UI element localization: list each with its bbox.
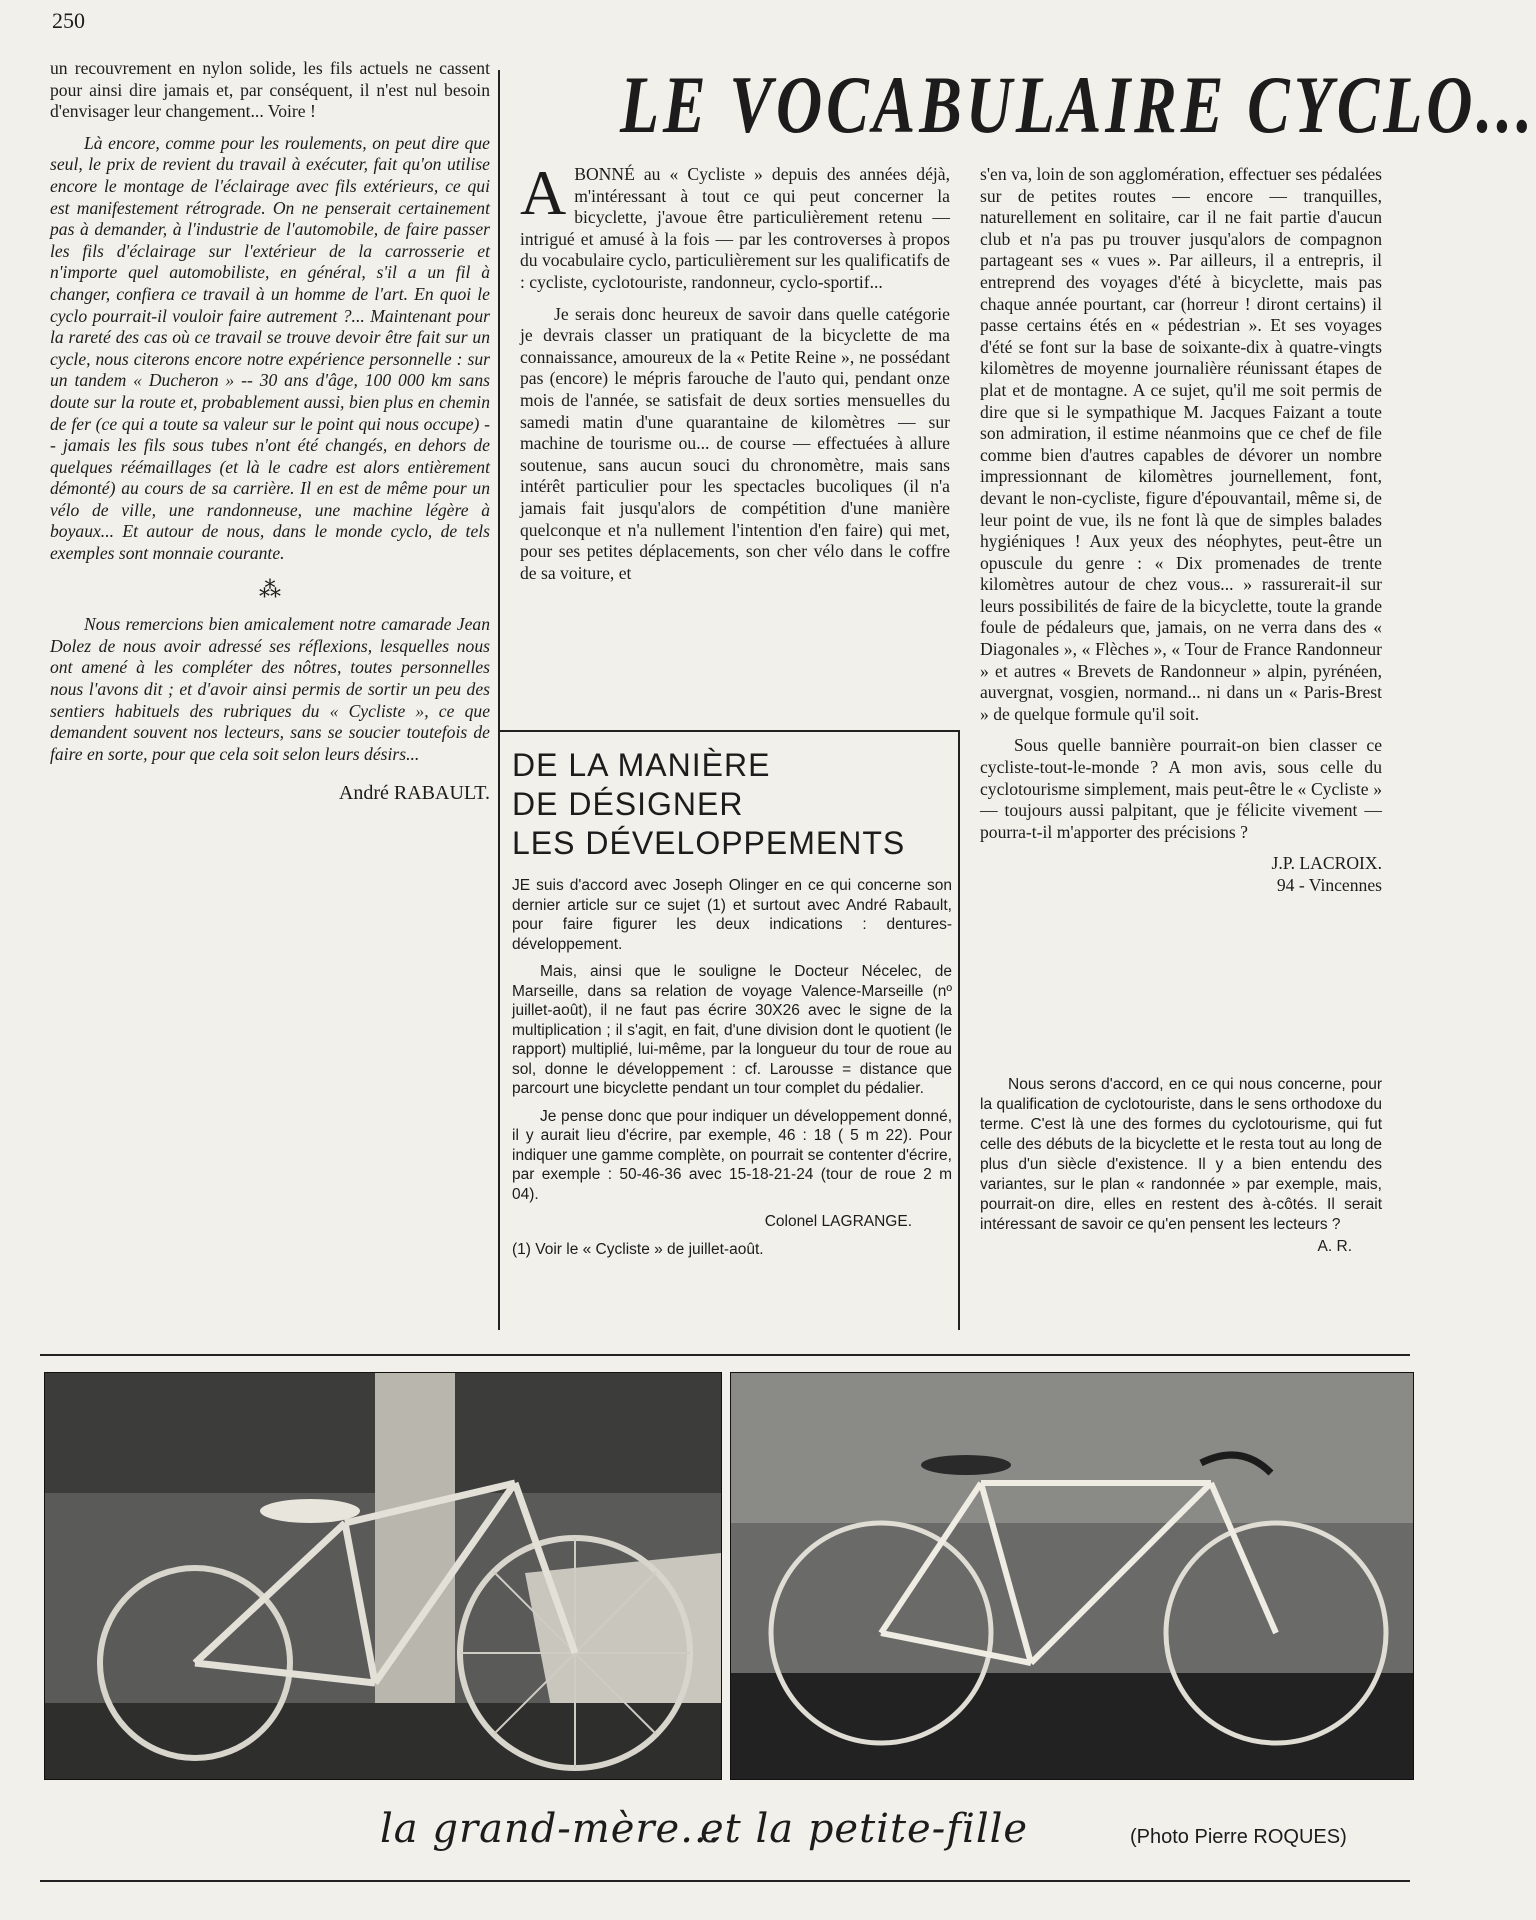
box-top-rule (498, 730, 960, 732)
old-bicycle-image (45, 1373, 721, 1779)
modern-bicycle-image (731, 1373, 1413, 1779)
photo-top-rule (40, 1354, 1410, 1356)
caption-right: et la petite-fille (700, 1806, 1029, 1852)
drop-cap: A (520, 157, 567, 228)
article-paragraph: Sous quelle bannière pourrait-on bien classer ce cycliste-tout-le-monde ? A mon avis, sous celle du cyclotourisme simplement, mais peut-être le « Cycliste » — toujours aussi palpitant, que je félicite vivement — pourra-t-il m'apporter des précisions ? (980, 735, 1382, 842)
photo-modern-bicycle (730, 1372, 1414, 1780)
box-paragraph: Je pense donc que pour indiquer un développement donné, il y aurait lieu d'écrire, par exemple, 46 : 18 ( 5 m 22). Pour indiquer une gamme complète, on pourrait se contenter d'écrire, par exemple : 50-46-36 avec 15-18-21-24 (tour de roue 2 m 04). (512, 1107, 952, 1203)
section-separator: ⁂ (259, 576, 281, 602)
article-signature-place: 94 - Vincennes (1276, 875, 1382, 895)
article-middle-column (520, 157, 950, 594)
bottom-rule (40, 1880, 1410, 1882)
box-body (512, 876, 952, 1259)
box-footnote: (1) Voir le « Cycliste » de juillet-août. (512, 1240, 764, 1258)
caption-left: la grand-mère... (380, 1806, 722, 1852)
box-paragraph: JE suis d'accord avec Joseph Olinger en ce qui concerne son dernier article sur ce sujet (1) et surtout avec André Rabault, pour faire figurer les deux indications : dentures-développement. (512, 877, 952, 953)
left-paragraph: Là encore, comme pour les roulements, on peut dire que seul, le prix de revient du travail à exécuter, fait qu'on utilise encore le montage de l'éclairage avec fils extérieurs, ce qui est manifestement rétrograde. On ne penserait certainement pas à demander, à l'industrie de l'automobile, de faire passer les fils d'éclairage sur l'extérieur de la carrosserie et n'importe quel automobiliste, en général, s'il a un fil à changer, confiera ce travail à un homme de l'art. En quoi le cyclo pourrait-il vouloir faire autrement ?... Maintenant pour la rareté des cas où ce travail se trouve devoir être fait sur un cycle, nous citerons encore notre expérience personnelle : sur un tandem « Ducheron » -- 30 ans d'âge, 100 000 km sans doute sur la route et, probablement aussi, bien plus en chemin de fer (ce qui a toute sa valeur sur le point qui nous occupe) -- jamais les fils sous tubes n'ont été changés, en dehors de quelques réémaillages (et là le cadre est alors entièrement démonté) au cours de sa carrière. Il en est de même pour un vélo de ville, une randonneuse, une machine légère à boyaux... Et autour de nous, dans le monde cyclo, de tels exemples sont monnaie courante. (50, 132, 490, 564)
reply-signature: A. R. (1317, 1238, 1352, 1255)
photo-old-bicycle (44, 1372, 722, 1780)
article-right-column (980, 164, 1382, 897)
box-heading: DE LA MANIÈRE DE DÉSIGNER LES DÉVELOPPEMENTS (512, 747, 906, 861)
box-paragraph: Mais, ainsi que le souligne le Docteur Nécelec, de Marseille, dans sa relation de voyage Valence-Marseille (nº juillet-août), il ne faut pas écrire 30X26 avec le signe de la multiplication ; il s'agit, en fait, d'une division dont le quotient (le rapport) multiplié, lui-même, par la longueur du tour de roue au sol, donne le développement : cf. Larousse = distance que parcourt une bicyclette pendant un tour complet du pédalier. (512, 963, 952, 1097)
article-paragraph: ABONNÉ au « Cycliste » depuis des années déjà, m'intéressant à tout ce qui peut concerner la bicyclette, j'avoue être particulièrement retenu — intrigué et amusé à la fois — par les controverses à propos du vocabulaire cyclo, particulièrement sur les qualificatifs de : cycliste, cyclotouriste, randonneur, cyclo-sportif... (520, 157, 950, 292)
article-signature: J.P. LACROIX. (1271, 853, 1382, 874)
article-title: LE VOCABULAIRE CYCLO... (620, 59, 1536, 150)
article-paragraph: Je serais donc heureux de savoir dans quelle catégorie je devrais classer un pratiquant de la bicyclette de ma connaissance, amoureux de la « Petite Reine », ne possédant pas (encore) le mépris farouche de l'auto qui, pendant onze mois de l'année, se satisfait de deux sorties mensuelles du samedi matin d'une quarantaine de kilomètres — sur machine de tourisme ou... de course — effectuées à allure soutenue, sans aucun souci du chronomètre, mais sans intérêt particulier pour les spectacles bucoliques (il n'a jamais fait jusqu'alors de compétition d'une manière quelconque et n'a nullement l'intention d'en faire) qui met, pour ses petites déplacements, son cher vélo dans le coffre de sa voiture, et (520, 303, 950, 583)
article-paragraph: s'en va, loin de son agglomération, effectuer ses pédalées sur de petites routes — encore — tranquilles, naturellement en solitaire, car il ne fait partie d'aucun club et n'a pas pu trouver jusqu'alors de compagnon partageant ses « vues ». Par ailleurs, il a entrepris, il entreprend des voyages d'été à bicyclette, mais pas chaque année pourtant, car (horreur ! diront certains) il passe certains étés en « pédestrian ». Et ses voyages d'été se font sur la base de soixante-dix à quatre-vingts kilomètres de moyenne journalière réunissant étapes de plat et de montagne. A ce sujet, qu'il me soit permis de dire que si le sympathique M. Jacques Faizant a toute son admiration, il estime néanmoins que ce chef de file comme bien d'autres capables de dévorer un nombre impressionnant de kilomètres journellement, font, devant le non-cycliste, figure d'épouvantail, même si, de leur point de vue, ils ne font là que de simples balades hygiéniques ! Aux yeux des néophytes, peut-être un opuscule du genre : « Dix promenades de trente kilomètres autour de chez vous... » rassurerait-il sur leurs possibilités de faire de la bicyclette, toute la grande foule de pédaleurs que, jamais, on ne verra dans des « Diagonales », « Flèches », « Tour de France Randonneur » et autres « Brevets de Randonneur » alpin, pyrénéen, auvergnat, vosgien, normand... ni dans un « Paris-Brest » de quelque formule qu'il soit. (980, 164, 1382, 724)
box-right-rule (958, 730, 960, 1330)
editor-reply: Nous serons d'accord, en ce qui nous concerne, pour la qualification de cyclotouriste, dans le sens orthodoxe du terme. C'est là une des formes du cyclotourisme, qui fut celle des débuts de la bicyclette et le resta tout au long de plus d'un siècle d'existence. Il y a bien entendu des variantes, sur le plan « randonnée » par exemple, mais, pourrait-on dire, elles en restent des à-côtés. Il serait intéressant de savoir ce qu'en pensent les lecteurs ? A. R. (980, 1076, 1382, 1255)
left-paragraph: un recouvrement en nylon solide, les fils actuels ne cassent pour ainsi dire jamais et, par conséquent, il n'est nul besoin d'envisager leur changement... Voire ! (50, 58, 490, 122)
column-rule (498, 70, 500, 1330)
box-signature: Colonel LAGRANGE. (764, 1213, 912, 1230)
left-signature: André RABAULT. (338, 782, 490, 805)
left-paragraph: Nous remercions bien amicalement notre camarade Jean Dolez de nous avoir adressé ses réflexions, lesquelles nous ont amené à les compléter des nôtres, toutes personnelles nous l'avons dit ; et d'avoir ainsi permis de sortir un peu des sentiers habituels des rubriques du « Cycliste », ce que demandent souvent nos lecteurs, sans se soucier toutefois de faire en sorte, pour que cela soit selon leurs désirs... (50, 614, 490, 764)
photo-credit: (Photo Pierre ROQUES) (1130, 1826, 1347, 1848)
left-column (50, 58, 490, 815)
page-number: 250 (52, 8, 85, 33)
